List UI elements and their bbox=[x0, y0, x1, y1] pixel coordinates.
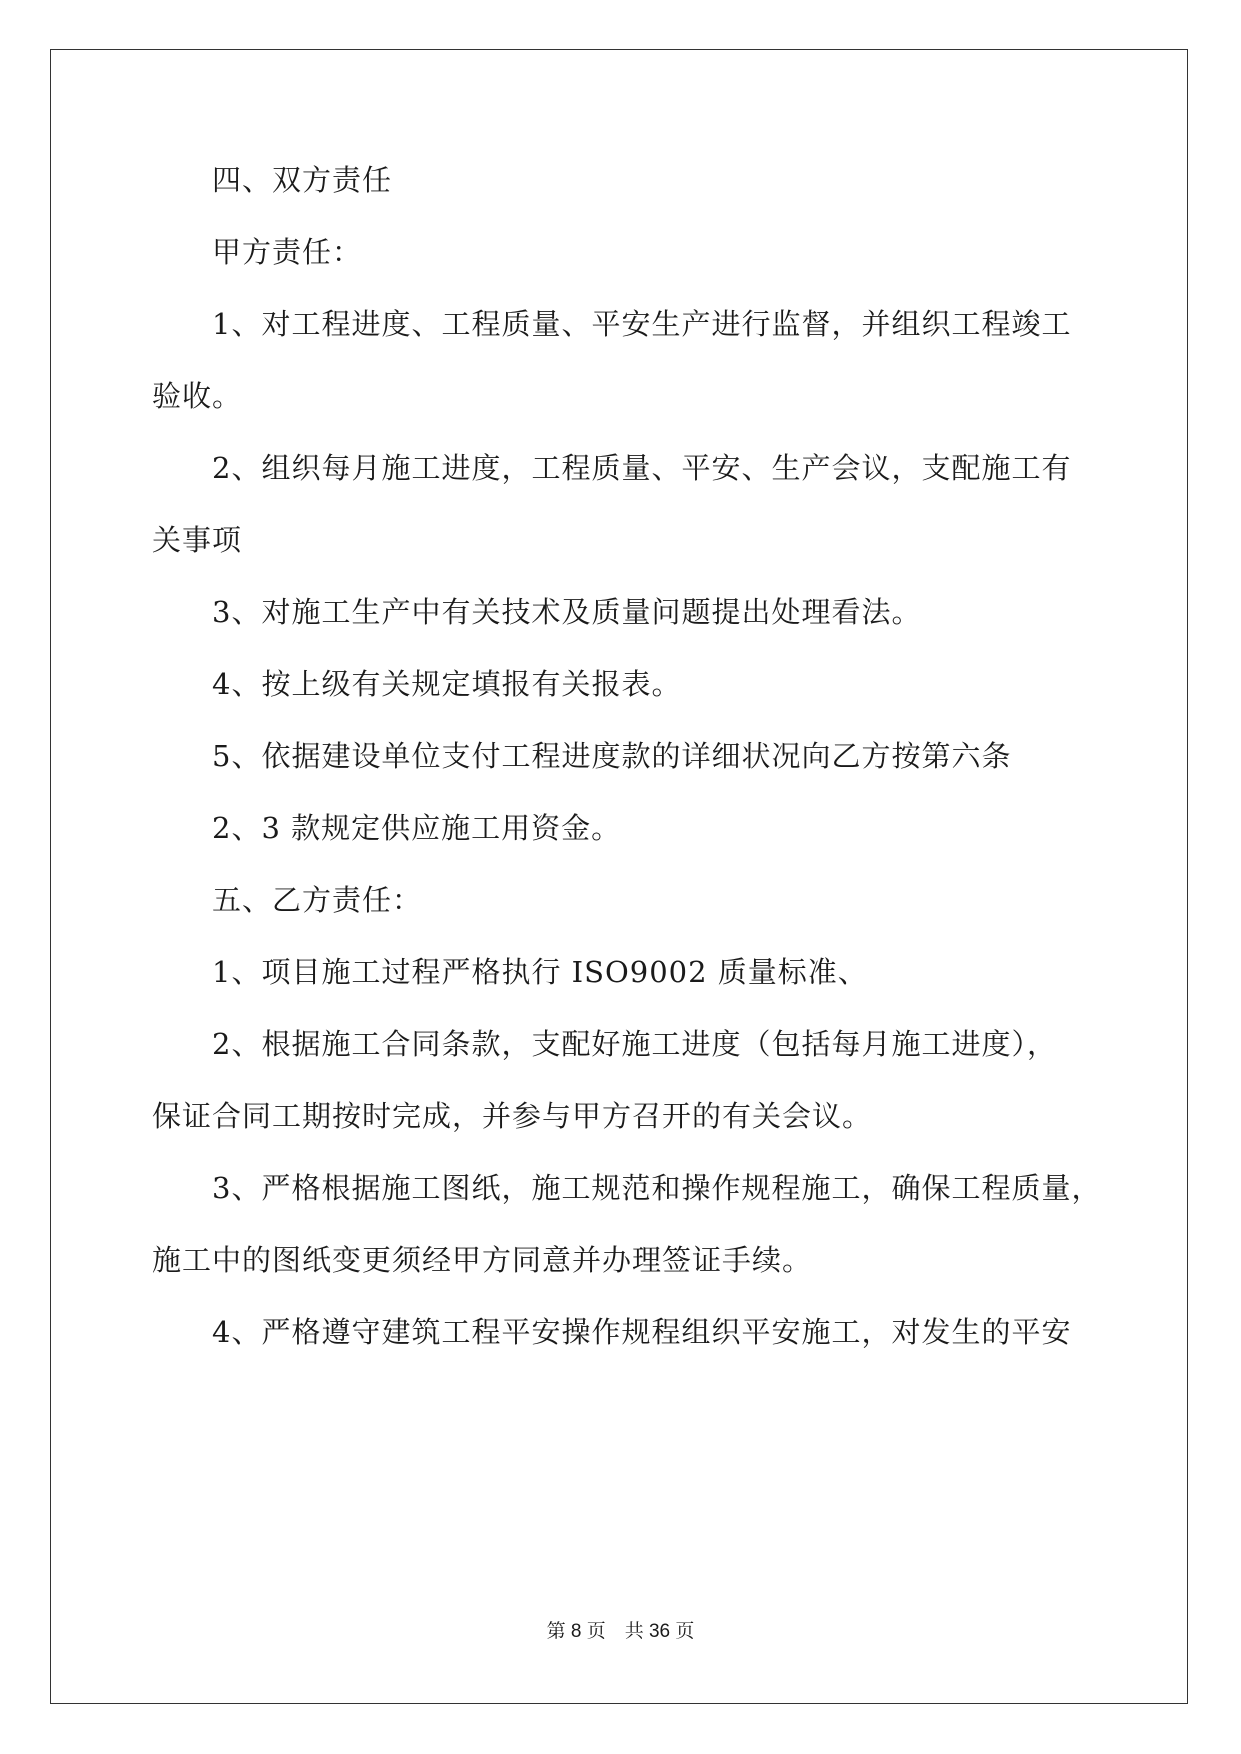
paragraph-line: 4、严格遵守建筑工程平安操作规程组织平安施工，对发生的平安 bbox=[212, 1315, 1072, 1349]
paragraph-line: 1、对工程进度、工程质量、平安生产进行监督，并组织工程竣工 bbox=[212, 307, 1072, 341]
paragraph-line: 1、项目施工过程严格执行 ISO9002 质量标准、 bbox=[212, 955, 868, 989]
paragraph-line: 验收。 bbox=[152, 379, 243, 413]
paragraph-line: 施工中的图纸变更须经甲方同意并办理签证手续。 bbox=[152, 1243, 813, 1277]
paragraph-line: 2、根据施工合同条款，支配好施工进度（包括每月施工进度）， bbox=[212, 1027, 1057, 1061]
paragraph-line: 3、严格根据施工图纸，施工规范和操作规程施工，确保工程质量， bbox=[212, 1171, 1102, 1205]
paragraph-line: 关事项 bbox=[152, 523, 243, 557]
paragraph-line: 2、组织每月施工进度，工程质量、平安、生产会议，支配施工有 bbox=[212, 451, 1072, 485]
paragraph-line: 2、3 款规定供应施工用资金。 bbox=[212, 811, 622, 845]
party-a-heading: 甲方责任： bbox=[212, 235, 363, 269]
paragraph-line: 5、依据建设单位支付工程进度款的详细状况向乙方按第六条 bbox=[212, 739, 1012, 773]
paragraph-line: 3、对施工生产中有关技术及质量问题提出处理看法。 bbox=[212, 595, 922, 629]
paragraph-line: 保证合同工期按时完成，并参与甲方召开的有关会议。 bbox=[152, 1099, 873, 1133]
page-number: 第 8 页 共 36 页 bbox=[546, 1621, 695, 1642]
section-heading-5: 五、乙方责任： bbox=[212, 883, 423, 917]
section-heading-4: 四、双方责任 bbox=[212, 163, 393, 197]
page-border bbox=[50, 49, 1188, 1704]
paragraph-line: 4、按上级有关规定填报有关报表。 bbox=[212, 667, 682, 701]
